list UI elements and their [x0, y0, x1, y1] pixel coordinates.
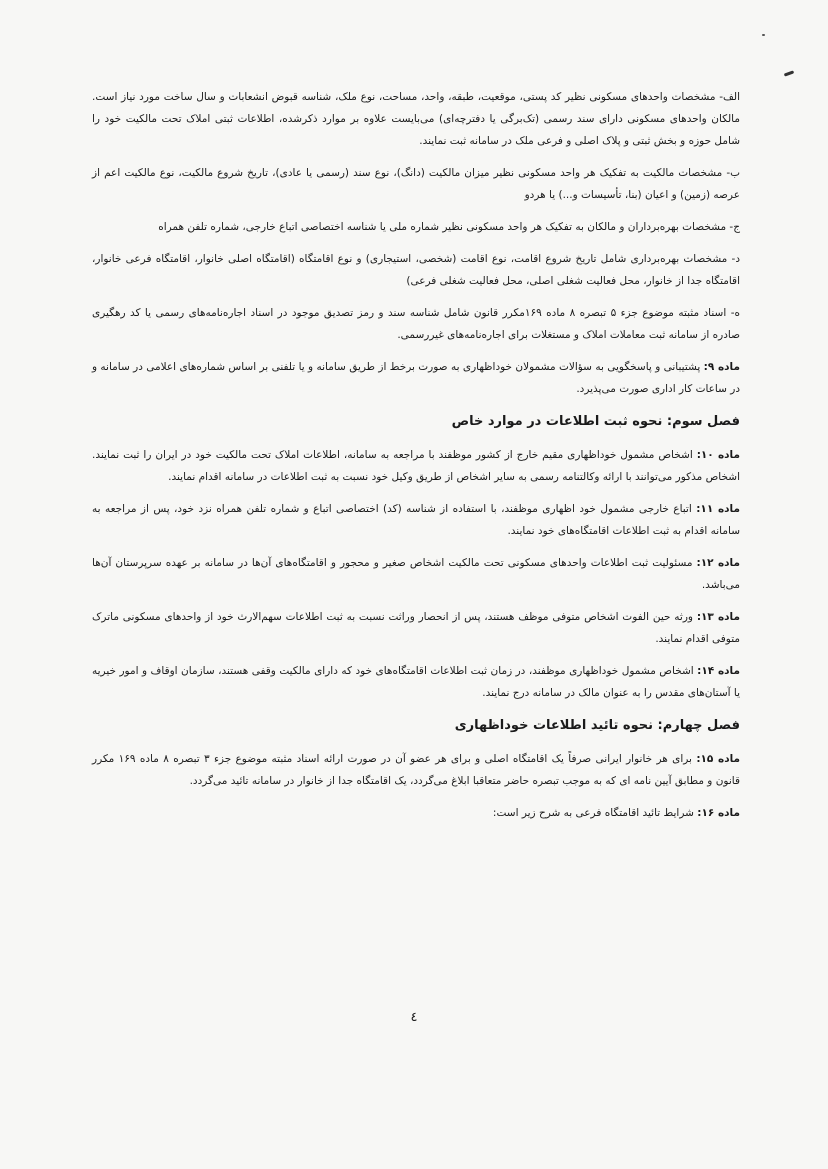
article-10: [92, 444, 740, 488]
article-16-label: ماده ۱۶:: [697, 807, 740, 819]
article-13: [92, 606, 740, 650]
clause-jim: ج- مشخصات بهره‌برداران و مالکان به تفکیک هر واحد مسکونی نظیر شماره ملی یا شناسه اختصاصی اتباع خارجی، شماره تلفن همراه: [158, 221, 740, 233]
clause-he: ه- اسناد مثبته موضوع جزء ۵ تبصره ۸ ماده ۱۶۹مکرر قانون شامل شناسه سند و رمز تصدیق موجود در اسناد اجاره‌نامه‌های رسمی یا کد رهگیری صادره از سامانه ثبت معاملات املاک و مستغلات برای اجاره‌نامه‌های غیررسمی.: [92, 307, 740, 341]
chapter-3-heading: فصل سوم: نحوه ثبت اطلاعات در موارد خاص: [451, 414, 740, 429]
article-12-label: ماده ۱۲:: [696, 557, 740, 569]
article-13-text: ورثه حین الفوت اشخاص متوفی موظف هستند، پس از انحصار وراثت نسبت به ثبت اطلاعات سهم‌الارث خود از واحدهای مسکونی ماترک متوفی اقدام نمایند.: [92, 611, 740, 645]
clause-be: ب- مشخصات مالکیت به تفکیک هر واحد مسکونی نظیر میزان مالکیت (دانگ)، نوع سند (رسمی یا عادی)، تاریخ شروع مالکیت، نوع مالکیت اعم از عرصه (زمین) و اعیان (بنا، تأسیسات و...) یا هردو: [92, 167, 740, 201]
pen-mark: [784, 70, 794, 76]
article-14-text: اشخاص مشمول خوداظهاری موظفند، در زمان ثبت اطلاعات اقامتگاه‌های خود که دارای مالکیت وقفی هستند، سازمان اوقاف و امور خیریه یا آستان‌های مقدس را به عنوان مالک در سامانه درج نمایند.: [92, 665, 740, 699]
article-11-label: ماده ۱۱:: [696, 503, 741, 515]
page-number: ٤: [410, 1010, 418, 1025]
scan-dot: [762, 34, 765, 36]
chapter-4-heading: فصل چهارم: نحوه تائید اطلاعات خوداظهاری: [454, 718, 740, 733]
article-11: [92, 498, 740, 542]
article-14: [92, 660, 740, 704]
article-9: [92, 356, 740, 400]
article-15-text: برای هر خانوار ایرانی صرفاً یک اقامتگاه اصلی و برای هر عضو آن در صورت ارائه اسناد مثبته موضوع جزء ۳ تبصره ۸ ماده ۱۶۹ مکرر قانون و مطابق آیین نامه ای که به موجب تبصره حاضر متعاقبا ابلاغ می‌گردد، یک اقامتگاه جدا از خانوار در سامانه تائید می‌گردد.: [92, 753, 740, 787]
document-page: [92, 86, 740, 834]
clause-alef: الف- مشخصات واحدهای مسکونی نظیر کد پستی، موقعیت، طبقه، واحد، مساحت، نوع ملک، شناسه قبوض انشعابات و سال ساخت مورد نیاز است. مالکان واحدهای مسکونی دارای سند رسمی (تک‌برگی یا دفترچه‌ای) می‌بایست علاوه بر موارد ذکرشده، اطلاعات ثبتی املاک تحت مالکیت خود را شامل حوزه و بخش ثبتی و پلاک اصلی و فرعی ملک در سامانه ثبت نمایند.: [92, 91, 740, 147]
article-9-text: پشتیبانی و پاسخگویی به سؤالات مشمولان خوداظهاری به صورت برخط از طریق سامانه و یا تلفنی بر اساس شماره‌های اعلامی در سامانه و در ساعات کار اداری صورت می‌پذیرد.: [92, 361, 740, 395]
clause-dal: د- مشخصات بهره‌برداری شامل تاریخ شروع اقامت، نوع اقامت (شخصی، استیجاری) و نوع اقامتگاه (اقامتگاه اصلی خانوار، اقامتگاه فرعی خانوار، اقامتگاه جدا از خانوار، محل فعالیت شغلی اصلی، محل فعالیت شغلی فرعی): [92, 253, 740, 287]
article-15: [92, 748, 740, 792]
article-10-label: ماده ۱۰:: [696, 449, 741, 461]
article-16-text: شرایط تائید اقامتگاه فرعی به شرح زیر است:: [492, 807, 698, 819]
article-12-text: مسئولیت ثبت اطلاعات واحدهای مسکونی تحت مالکیت اشخاص صغیر و محجور و اقامتگاه‌های آن‌ها در سامانه بر عهده سرپرستان آن‌ها می‌باشد.: [92, 557, 740, 591]
article-14-label: ماده ۱۴:: [697, 665, 740, 677]
article-13-label: ماده ۱۳:: [696, 611, 740, 623]
article-12: [92, 552, 740, 596]
article-9-label: ماده ۹:: [703, 361, 740, 373]
article-10-text: اشخاص مشمول خوداظهاری مقیم خارج از کشور موظفند با مراجعه به سامانه، اطلاعات املاک تحت مالکیت خود در ایران را ثبت نمایند. اشخاص مذکور می‌توانند با ارائه وکالتنامه رسمی به سایر اشخاص از طریق وکیل خود نسبت به ثبت اطلاعات در سامانه اقدام نمایند.: [92, 449, 740, 483]
article-11-text: اتباع خارجی مشمول خود اظهاری موظفند، با استفاده از شناسه (کد) اختصاصی اتباع و شماره تلفن همراه نزد خود، پس از مراجعه به سامانه اقدام به ثبت اطلاعات اقامتگاه‌های خود نمایند.: [92, 503, 740, 537]
article-16: [92, 802, 740, 824]
article-15-label: ماده ۱۵:: [696, 753, 741, 765]
